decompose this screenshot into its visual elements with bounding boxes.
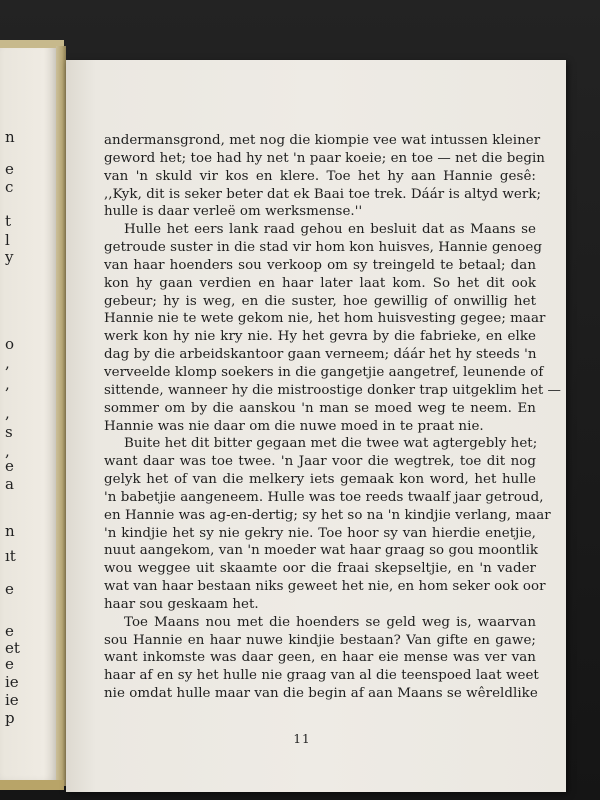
left-page-fragment: e [5, 580, 14, 598]
left-page-fragment: et [5, 639, 20, 657]
text-line: Buite het dit bitter gegaan met die twee wat agtergebly het; [124, 436, 538, 452]
text-line: en Hannie was ag-en-dertig; sy het so na 'n kindjie verlang, maar [104, 507, 551, 523]
book-cover-edge-bottom [0, 780, 64, 790]
text-line: andermansgrond, met nog die kiompie vee wat intussen kleiner [104, 133, 541, 148]
text-line: haar sou geskaam het. [104, 596, 259, 612]
text-line: 'n kindjie het sy nie gekry nie. Toe hoor sy van hierdie enetjie, [104, 525, 536, 541]
text-line: wou weggee uit skaamte oor die fraai skepseltjie, en 'n vader [104, 561, 536, 577]
text-line: verveelde klomp soekers in die gangetjie aangetref, leunende of [104, 364, 544, 380]
left-page-fragment: s [5, 423, 13, 441]
text-line: werk kon hy nie kry nie. Hy het gevra by die fabrieke, en elke [104, 329, 536, 345]
left-page-fragment: t [5, 212, 12, 230]
left-page-fragment: e [5, 457, 14, 475]
text-line: dag by die arbeidskantoor gaan verneem; dáár het hy steeds 'n [104, 347, 537, 363]
text-line: want inkomste was daar geen, en haar eie mense was ver van [104, 650, 536, 666]
left-page-fragment: e [5, 655, 14, 673]
book-cover-edge-top [0, 40, 64, 48]
book-page [66, 60, 566, 792]
text-line: van haar hoenders sou verkoop om sy treingeld te betaal; dan [104, 257, 536, 273]
left-page-fragment: ie [5, 691, 19, 709]
left-page-fragment: e [5, 622, 14, 640]
left-page-fragment: ie [5, 673, 19, 691]
left-page-fragment: c [5, 178, 14, 196]
left-page-fragment: y [5, 248, 14, 266]
page-number: 11 [293, 732, 311, 746]
left-page-fragment: a [5, 475, 14, 493]
body-text [104, 132, 561, 703]
book-binding [56, 46, 66, 786]
left-page-fragment: , [5, 375, 10, 393]
left-page-fragment: , [5, 442, 10, 460]
text-line: wat van haar bestaan niks geweet het nie, en hom seker ook oor [104, 579, 546, 595]
left-page-fragment: o [5, 335, 15, 353]
text-line: gebeur; hy is weg, en die suster, hoe gewillig of onwillig het [104, 293, 536, 309]
text-line: geword het; toe had hy net 'n paar koeie; en toe — net die begin [104, 150, 545, 166]
text-line: sou Hannie en haar nuwe kindjie bestaan? Van gifte en gawe; [104, 632, 536, 648]
text-line: sommer om by die aanskou 'n man se moed weg te neem. En [104, 400, 536, 416]
left-page-fragment: n [5, 128, 15, 146]
left-page-fragment: e [5, 160, 14, 178]
text-line: Hannie nie te wete gekom nie, het hom huisvesting gegee; maar [104, 311, 546, 327]
text-line: nuut aangekom, van 'n moeder wat haar graag so gou moontlik [104, 543, 539, 559]
text-line: haar af en sy het hulle nie graag van al die teenspoed laat weet [104, 668, 539, 684]
text-line: want daar was toe twee. 'n Jaar voor die wegtrek, toe dit nog [104, 454, 536, 470]
text-line: Hannie was nie daar om die nuwe moed in te praat nie. [104, 418, 484, 434]
text-line: Hulle het eers lank raad gehou en besluit dat as Maans se [124, 222, 536, 238]
text-line: 'n babetjie aangeneem. Hulle was toe reeds twaalf jaar getroud, [104, 489, 544, 505]
text-line: kon hy gaan verdien en haar later laat kom. So het dit ook [104, 275, 536, 291]
left-page-fragment: n [5, 522, 15, 540]
text-line: gelyk het of van die melkery iets gemaak kon word, het hulle [104, 472, 536, 488]
text-line: nie omdat hulle maar van die begin af aan Maans se wêreldlike [104, 686, 538, 702]
left-page-fragment: ıt [5, 547, 16, 565]
text-line: ,,Kyk, dit is seker beter dat ek Baai toe trek. Dáár is altyd werk; [104, 186, 542, 202]
text-line: van 'n skuld vir kos en klere. Toe het hy aan Hannie gesê: [104, 168, 536, 184]
text-line: sittende, wanneer hy die mistroostige donker trap uitgeklim het — [104, 382, 561, 398]
left-page-edge [0, 40, 62, 785]
text-line: getroude suster in die stad vir hom kon huisves, Hannie genoeg [104, 240, 542, 256]
left-page-fragment: , [5, 404, 10, 422]
left-page-fragment: , [5, 354, 10, 372]
left-page-fragment: l [5, 231, 10, 249]
text-line: Toe Maans nou met die hoenders se geld weg is, waarvan [124, 614, 536, 630]
text-line: hulle is daar verleë om werksmense.'' [104, 204, 363, 220]
left-page-fragment: p [5, 709, 15, 727]
